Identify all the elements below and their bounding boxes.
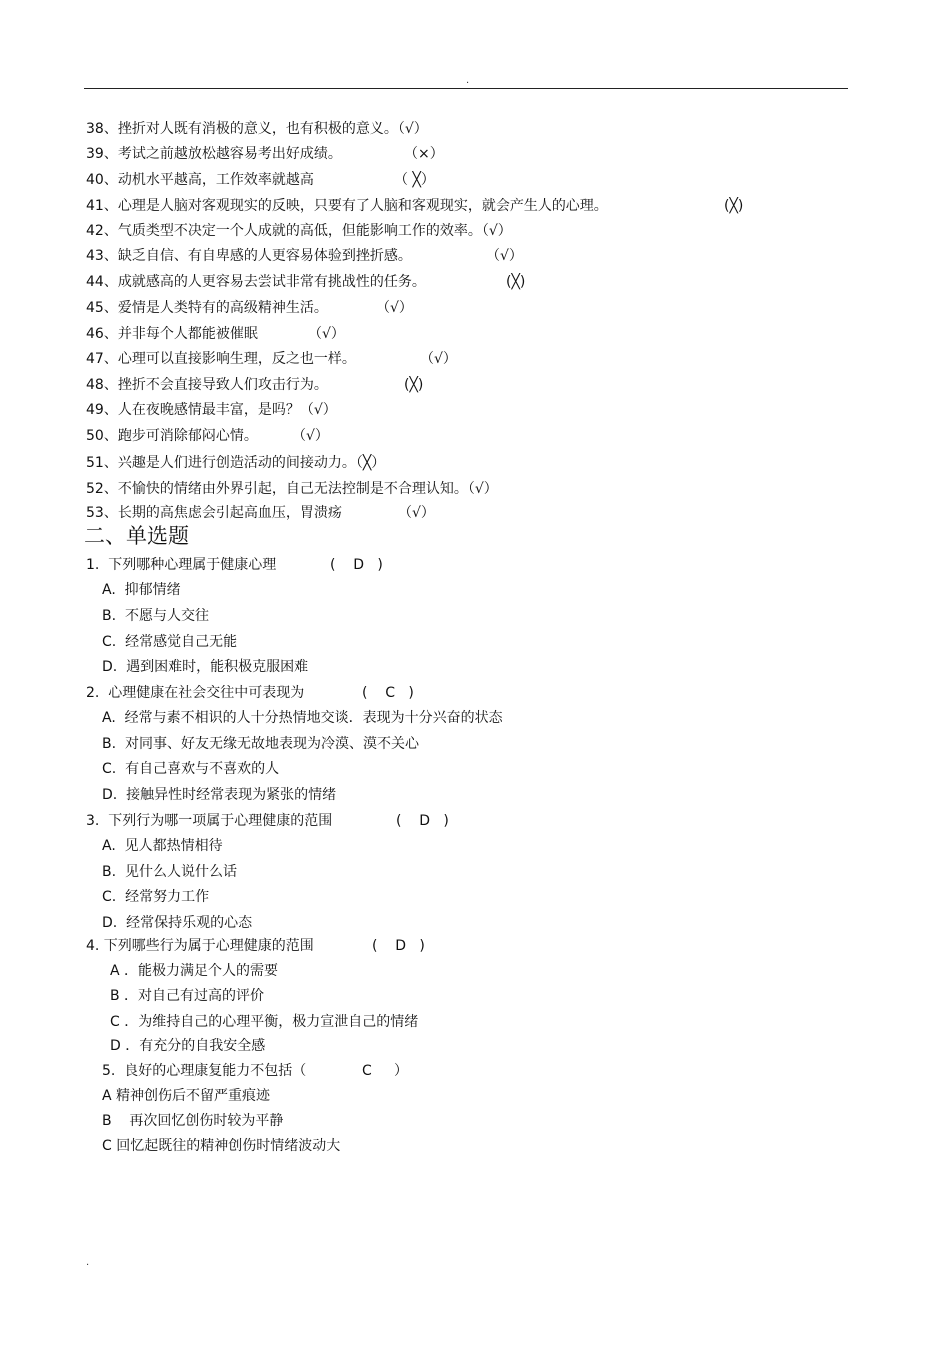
tf-answer-41: (╳) [724, 198, 744, 214]
question-1: 1. 下列哪种心理属于健康心理 [86, 557, 277, 573]
question-2: 2. 心理健康在社会交往中可表现为 [86, 685, 305, 701]
tf-item-40: 40、动机水平越高，工作效率就越高 [86, 172, 314, 188]
tf-item-53: 53、长期的高焦虑会引起高血压，胃溃疡 [86, 505, 342, 521]
answer-2: ( C ) [362, 685, 414, 701]
tf-item-47: 47、心理可以直接影响生理，反之也一样。 [86, 351, 356, 367]
tf-item-42: 42、气质类型不决定一个人成就的高低，但能影响工作的效率。（√） [86, 223, 512, 239]
answer-4: ( D ) [372, 938, 425, 954]
option-3b: B. 见什么人说什么话 [102, 864, 237, 880]
tf-answer-40: （ ╳） [394, 172, 435, 188]
answer-1: ( D ) [330, 557, 383, 573]
option-2c: C. 有自己喜欢与不喜欢的人 [102, 761, 280, 777]
tf-item-48: 48、挫折不会直接导致人们攻击行为。 [86, 377, 328, 393]
question-5: 5. 良好的心理康复能力不包括（ [102, 1063, 307, 1079]
tf-answer-50: （√） [292, 428, 329, 444]
tf-item-52: 52、不愉快的情绪由外界引起，自己无法控制是不合理认知。（√） [86, 481, 498, 497]
option-2d: D. 接触异性时经常表现为紧张的情绪 [102, 787, 337, 803]
question-3: 3. 下列行为哪一项属于心理健康的范围 [86, 813, 333, 829]
option-1a: A. 抑郁情绪 [102, 582, 181, 598]
option-2b: B. 对同事、好友无缘无故地表现为冷漠、漠不关心 [102, 736, 419, 752]
option-1c: C. 经常感觉自己无能 [102, 634, 238, 650]
tf-answer-44: (╳) [506, 274, 526, 290]
tf-answer-47: （√） [420, 351, 457, 367]
tf-item-41: 41、心理是人脑对客观现实的反映，只要有了人脑和客观现实，就会产生人的心理。 [86, 198, 608, 214]
tf-item-45: 45、爱情是人类特有的高级精神生活。 [86, 300, 328, 316]
tf-item-49: 49、人在夜晚感情最丰富，是吗？（√） [86, 402, 337, 418]
tf-answer-43: （√） [486, 248, 523, 264]
option-4d: D ．有充分的自我安全感 [110, 1038, 266, 1054]
option-2a: A. 经常与素不相识的人十分热情地交谈．表现为十分兴奋的状态 [102, 710, 503, 726]
tf-answer-53: （√） [398, 505, 435, 521]
tf-answer-39: （×） [404, 146, 444, 162]
option-3d: D. 经常保持乐观的心态 [102, 915, 253, 931]
option-1b: B. 不愿与人交往 [102, 608, 209, 624]
section-title: 二、单选题 [84, 524, 189, 548]
option-3a: A. 见人都热情相待 [102, 838, 223, 854]
question-4: 4. 下列哪些行为属于心理健康的范围 [86, 938, 314, 954]
option-4c: C ．为维持自己的心理平衡，极力宣泄自己的情绪 [110, 1014, 419, 1030]
tf-item-51: 51、兴趣是人们进行创造活动的间接动力。（╳） [86, 455, 386, 471]
option-1d: D. 遇到困难时，能积极克服困难 [102, 659, 309, 675]
tf-item-39: 39、考试之前越放松越容易考出好成绩。 [86, 146, 342, 162]
tf-item-43: 43、缺乏自信、有自卑感的人更容易体验到挫折感。 [86, 248, 412, 264]
tf-item-44: 44、成就感高的人更容易去尝试非常有挑战性的任务。 [86, 274, 426, 290]
option-3c: C. 经常努力工作 [102, 889, 210, 905]
option-5c: C 回忆起既往的精神创伤时情绪波动大 [102, 1138, 341, 1154]
tf-answer-46: （√） [308, 326, 345, 342]
tf-item-38: 38、挫折对人既有消极的意义，也有积极的意义。（√） [86, 121, 428, 137]
tf-answer-45: （√） [376, 300, 413, 316]
option-5b: B 再次回忆创伤时较为平静 [102, 1113, 284, 1129]
header-dot: . [466, 75, 470, 86]
tf-item-50: 50、跑步可消除郁闷心情。 [86, 428, 258, 444]
header-rule [84, 88, 848, 89]
option-5a: A 精神创伤后不留严重痕迹 [102, 1088, 271, 1104]
answer-3: ( D ) [396, 813, 449, 829]
option-4b: B ．对自己有过高的评价 [110, 988, 265, 1004]
answer-5: C ） [362, 1063, 409, 1079]
option-4a: A ．能极力满足个人的需要 [110, 963, 279, 979]
tf-item-46: 46、并非每个人都能被催眠 [86, 326, 258, 342]
footer-dot: . [86, 1257, 90, 1268]
tf-answer-48: (╳) [404, 377, 424, 393]
